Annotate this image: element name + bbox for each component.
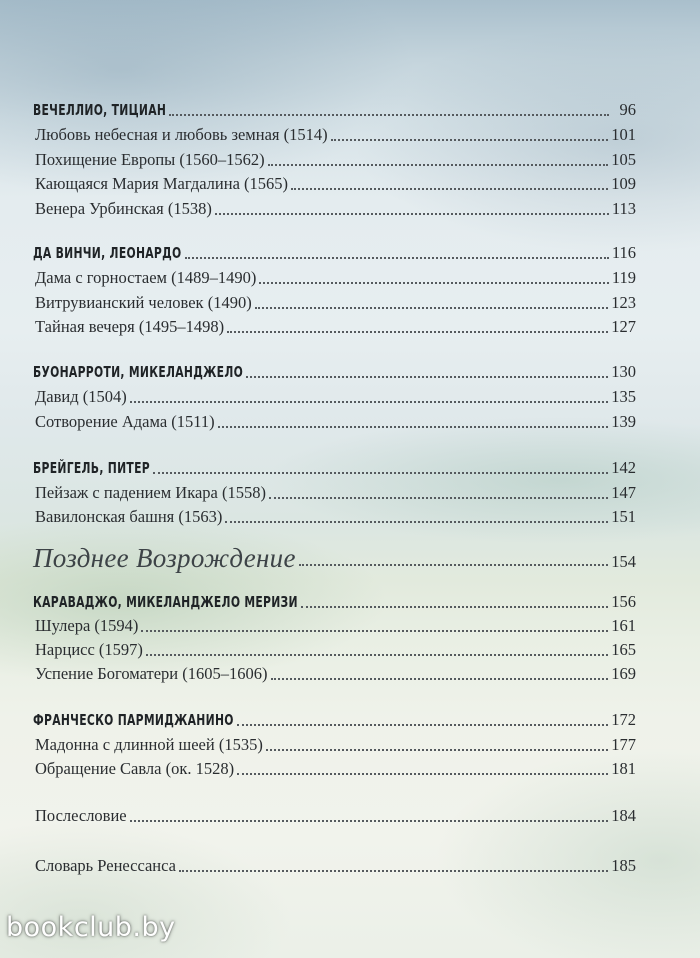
toc-page-number: 169	[611, 664, 636, 683]
toc-entry[interactable]	[33, 264, 636, 288]
toc-author-caravaggio[interactable]	[33, 588, 636, 612]
toc-author-da-vinci[interactable]	[33, 239, 636, 263]
toc-entry-title: Шулера (1594)	[35, 616, 139, 635]
toc-page-number: 116	[611, 243, 636, 262]
toc-page-number: 101	[611, 125, 636, 144]
toc-entry[interactable]	[33, 503, 636, 527]
toc-entry[interactable]	[33, 755, 636, 779]
toc-entry-title: ДА ВИНЧИ, ЛЕОНАРДО	[33, 244, 182, 262]
toc-author-buonarroti[interactable]	[33, 358, 636, 382]
dot-leader	[259, 282, 609, 284]
dot-leader	[268, 164, 609, 166]
toc-page-number: 109	[611, 174, 636, 193]
toc-entry-title: Успение Богоматери (1605–1606)	[35, 664, 268, 683]
toc-entry[interactable]	[33, 313, 636, 337]
dot-leader	[237, 724, 609, 726]
dot-leader	[141, 630, 608, 632]
toc-page-number: 123	[611, 293, 636, 312]
toc-entry-title: Мадонна с длинной шеей (1535)	[35, 735, 263, 754]
dot-leader	[237, 773, 608, 775]
dot-leader	[146, 654, 608, 656]
toc-entry[interactable]	[33, 731, 636, 755]
dot-leader	[246, 376, 608, 378]
toc-entry-title: Словарь Ренессанса	[35, 856, 176, 875]
dot-leader	[225, 521, 608, 523]
toc-entry[interactable]	[33, 146, 636, 170]
toc-entry-title: ФРАНЧЕСКО ПАРМИДЖАНИНО	[33, 711, 234, 729]
toc-page-number: 147	[611, 483, 636, 502]
toc-page-number: 96	[619, 100, 636, 119]
toc-entry-title: Тайная вечеря (1495–1498)	[35, 317, 225, 336]
toc-page-number: 151	[611, 507, 636, 526]
toc-entry-title: Нарцисс (1597)	[35, 640, 143, 659]
toc-author-titian[interactable]	[33, 96, 636, 120]
toc-entry-title: Венера Урбинская (1538)	[35, 199, 212, 218]
toc-page-number: 127	[611, 317, 636, 336]
toc-entry-title: Любовь небесная и любовь земная (1514)	[35, 125, 328, 144]
dot-leader	[299, 564, 608, 566]
toc-entry-title: Пейзаж с падением Икара (1558)	[35, 483, 266, 502]
dot-leader	[227, 331, 608, 333]
toc-page-number: 130	[611, 362, 636, 381]
dot-leader	[169, 114, 609, 116]
toc-entry-afterword[interactable]	[33, 802, 636, 826]
toc-page-number: 185	[611, 856, 636, 875]
toc-entry-title: КАРАВАДЖО, МИКЕЛАНДЖЕЛО МЕРИЗИ	[33, 593, 298, 611]
toc-entry[interactable]	[33, 660, 636, 684]
toc-page-number: 181	[611, 759, 636, 778]
toc-page-number: 156	[611, 592, 636, 611]
toc-entry-title: БУОНАРРОТИ, МИКЕЛАНДЖЕЛО	[33, 363, 244, 381]
toc-entry[interactable]	[33, 121, 636, 145]
toc-entry[interactable]	[33, 289, 636, 313]
toc-page-number: 142	[611, 458, 636, 477]
toc-page-number: 113	[611, 199, 636, 218]
toc-entry-title: Витрувианский человек (1490)	[35, 293, 252, 312]
toc-page-number: 119	[611, 268, 636, 287]
dot-leader	[218, 426, 609, 428]
toc-entry-title: Сотворение Адама (1511)	[35, 412, 215, 431]
dot-leader	[179, 870, 608, 872]
toc-entry[interactable]	[33, 612, 636, 636]
toc-entry-title: Давид (1504)	[35, 387, 127, 406]
dot-leader	[255, 307, 609, 309]
toc-page-number: 154	[611, 552, 636, 571]
toc-entry-title: Послесловие	[35, 806, 127, 825]
toc-page-number: 177	[611, 735, 636, 754]
dot-leader	[291, 188, 608, 190]
toc-author-bruegel[interactable]	[33, 454, 636, 478]
watermark-text: bookclub.by	[6, 912, 176, 943]
dot-leader	[301, 606, 608, 608]
toc-entry-title: Похищение Европы (1560–1562)	[35, 150, 265, 169]
toc-entry-title: Дама с горностаем (1489–1490)	[35, 268, 257, 287]
toc-page-number: 139	[611, 412, 636, 431]
toc-entry-glossary[interactable]	[33, 852, 636, 876]
dot-leader	[269, 497, 608, 499]
toc-entry-title: БРЕЙГЕЛЬ, ПИТЕР	[33, 459, 150, 477]
dot-leader	[215, 213, 609, 215]
dot-leader	[331, 139, 609, 141]
toc-entry-title: Обращение Савла (ок. 1528)	[35, 759, 235, 778]
toc-entry[interactable]	[33, 636, 636, 660]
toc-page-number: 184	[611, 806, 636, 825]
section-heading: Позднее Возрождение	[33, 543, 296, 573]
toc-page-number: 165	[611, 640, 636, 659]
dot-leader	[185, 257, 609, 259]
toc-author-parmigianino[interactable]	[33, 706, 636, 730]
toc-page-number: 161	[611, 616, 636, 635]
dot-leader	[153, 472, 608, 474]
toc-entry-title: Вавилонская башня (1563)	[35, 507, 223, 526]
dot-leader	[130, 401, 609, 403]
toc-entry-title: ВЕЧЕЛЛИО, ТИЦИАН	[33, 101, 167, 119]
toc-entry[interactable]	[33, 383, 636, 407]
toc-entry[interactable]	[33, 170, 636, 194]
toc-page-number: 135	[611, 387, 636, 406]
toc-entry[interactable]	[33, 408, 636, 432]
toc-entry-title: Кающаяся Мария Магдалина (1565)	[35, 174, 289, 193]
dot-leader	[130, 820, 609, 822]
toc-page-number: 172	[611, 710, 636, 729]
toc-entry[interactable]	[33, 479, 636, 503]
toc-entry[interactable]	[33, 195, 636, 219]
dot-leader	[266, 749, 608, 751]
toc-page-number: 105	[611, 150, 636, 169]
toc-section-late-renaissance[interactable]	[33, 538, 636, 572]
dot-leader	[271, 678, 609, 680]
